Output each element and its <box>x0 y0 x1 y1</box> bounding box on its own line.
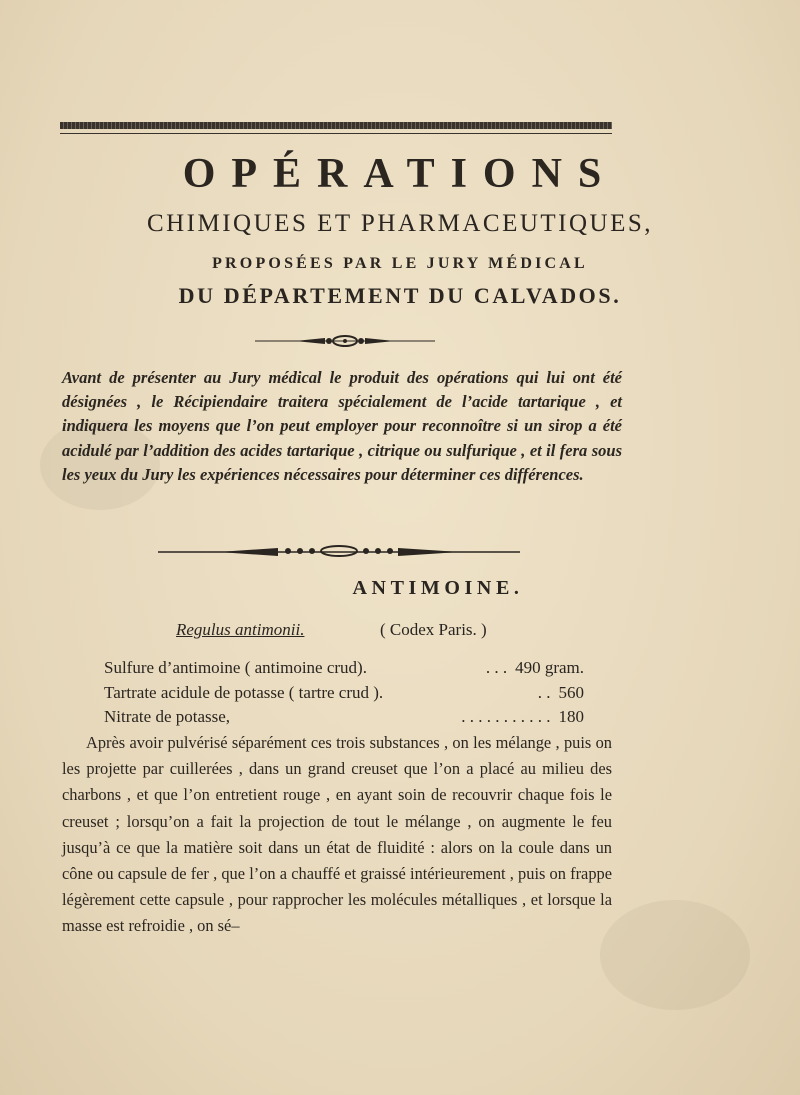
intro-paragraph: Avant de présenter au Jury médical le produit des opérations qui lui ont été désignées , le Récipiendaire traitera spécialement de l’acide tartarique , et indiquera les moyens que l’on peut employer pour reconnoître si un sirop a été acidulé par l’addition des acides tartarique , citrique ou sulfurique , et il fera sous les yeux du Jury les expériences nécessaires pour déterminer ces différences. <box>62 368 622 484</box>
leader-dots: . . . . . . . . . . . <box>461 707 551 726</box>
ingredient-quantity: 560 <box>558 683 584 702</box>
recipe-row <box>104 683 584 703</box>
page-title: OPÉRATIONS <box>182 151 618 197</box>
ornament-divider-top <box>255 334 435 348</box>
procedure-paragraph <box>62 730 612 940</box>
recipe-row <box>104 658 584 678</box>
ingredient-name: Tartrate acidule de potasse ( tartre crud ). <box>104 683 384 702</box>
subtitle-jury: PROPOSÉES PAR LE JURY MÉDICAL <box>212 255 588 272</box>
ingredient-quantity: 180 <box>558 707 584 726</box>
ingredient-quantity: 490 gram. <box>515 658 584 677</box>
procedure-text: Après avoir pulvérisé séparément ces trois substances , on les mélange , puis on les projette par cuillerées , dans un grand creuset que l’on a placé au milieu des charbons , et que l’on entretient rouge , en ayant soin de recouvrir chaque fois le creuset ; lorsqu’on a fait la projection de tout le mélange , on augmente le feu jusqu’à ce que la matière soit dans un état de fluidité : alors on la coule dans un cône ou capsule de fer , que l’on a chauffé et graissé intérieurement , puis on frappe légèrement cette capsule , pour rapprocher les molécules métalliques , et lorsque la masse est refroidie , on sé– <box>62 733 612 936</box>
ingredient-name: Nitrate de potasse, <box>104 707 231 726</box>
top-thin-rule <box>60 133 612 134</box>
leader-dots: . . <box>537 683 551 702</box>
codex-reference: ( Codex Paris. ) <box>380 620 487 639</box>
paper-stain <box>600 900 750 1010</box>
top-decorative-rule <box>60 122 612 129</box>
subtitle-departement: DU DÉPARTEMENT DU CALVADOS. <box>178 283 622 308</box>
ingredient-name: Sulfure d’antimoine ( antimoine crud). <box>104 658 367 677</box>
latin-name: Regulus antimonii. <box>176 620 305 639</box>
subtitle-chimiques: CHIMIQUES ET PHARMACEUTIQUES, <box>146 210 654 237</box>
section-title-antimoine: ANTIMOINE. <box>352 577 524 599</box>
recipe-row <box>104 707 584 727</box>
leader-dots: . . . <box>485 658 508 677</box>
ornament-divider-middle <box>158 544 520 558</box>
